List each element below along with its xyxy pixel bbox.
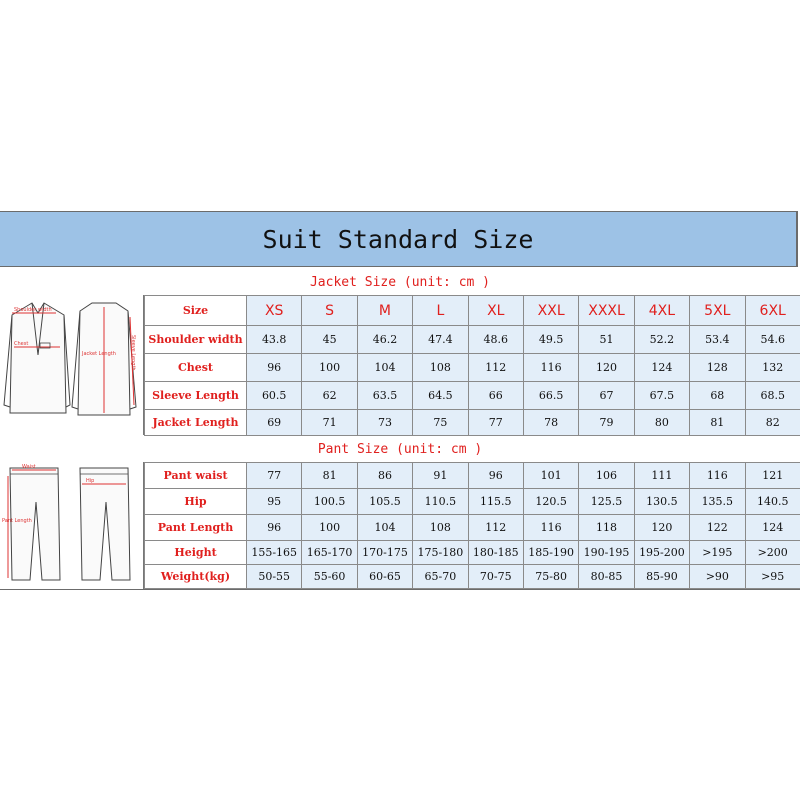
table-cell: 100	[302, 515, 357, 541]
chest-illus-label: Chest	[14, 341, 29, 347]
table-cell: 86	[357, 463, 412, 489]
table-cell: 60-65	[357, 565, 412, 589]
page-title: Suit Standard Size	[262, 224, 534, 254]
table-cell: 80-85	[579, 565, 634, 589]
table-cell: 195-200	[634, 541, 689, 565]
table-cell: 77	[468, 410, 523, 436]
size-label-cell: Size	[145, 296, 247, 326]
table-cell: 45	[302, 326, 357, 354]
table-cell: 49.5	[523, 326, 578, 354]
row-label: Sleeve Length	[145, 382, 247, 410]
table-cell: 54.6	[745, 326, 800, 354]
waist-illus-label: Waist	[22, 464, 36, 470]
table-cell: 124	[745, 515, 800, 541]
table-cell: 106	[579, 463, 634, 489]
size-4xl: 4XL	[634, 296, 689, 326]
bottom-divider	[0, 589, 800, 590]
table-cell: 165-170	[302, 541, 357, 565]
table-row	[145, 410, 800, 436]
row-label: Pant Length	[145, 515, 247, 541]
table-cell: 80	[634, 410, 689, 436]
pant-section-heading	[0, 437, 800, 462]
table-cell: 190-195	[579, 541, 634, 565]
table-cell: 96	[468, 463, 523, 489]
table-cell: 116	[523, 515, 578, 541]
table-cell: 130.5	[634, 489, 689, 515]
table-cell: 155-165	[247, 541, 302, 565]
table-cell: 81	[302, 463, 357, 489]
row-label: Chest	[145, 354, 247, 382]
table-cell: >95	[745, 565, 800, 589]
table-cell: 68	[690, 382, 745, 410]
size-m: M	[357, 296, 412, 326]
table-cell: 43.8	[247, 326, 302, 354]
sleeve-illus-label: Sleeve Length	[130, 335, 136, 371]
table-cell: 60.5	[247, 382, 302, 410]
row-label: Jacket Length	[145, 410, 247, 436]
size-xl: XL	[468, 296, 523, 326]
table-cell: 75	[413, 410, 468, 436]
table-cell: 75-80	[523, 565, 578, 589]
table-cell: 63.5	[357, 382, 412, 410]
table-cell: 55-60	[302, 565, 357, 589]
table-cell: 124	[634, 354, 689, 382]
title-bar	[0, 211, 798, 267]
jacket-heading-text: Jacket Size (unit: cm )	[309, 275, 490, 290]
table-cell: 120.5	[523, 489, 578, 515]
table-cell: 120	[579, 354, 634, 382]
table-cell: 51	[579, 326, 634, 354]
table-cell: 77	[247, 463, 302, 489]
table-cell: 96	[247, 354, 302, 382]
table-cell: 120	[634, 515, 689, 541]
jacket-illustration	[0, 295, 144, 435]
table-cell: 100.5	[302, 489, 357, 515]
table-cell: 67	[579, 382, 634, 410]
table-cell: 71	[302, 410, 357, 436]
table-cell: 108	[413, 515, 468, 541]
table-cell: 128	[690, 354, 745, 382]
jacket-size-table	[144, 295, 800, 436]
pant-drawing-icon	[0, 462, 144, 589]
size-xs: XS	[247, 296, 302, 326]
table-cell: 104	[357, 354, 412, 382]
table-cell: 64.5	[413, 382, 468, 410]
table-cell: 96	[247, 515, 302, 541]
pant-illustration	[0, 462, 144, 589]
table-row	[145, 541, 800, 565]
table-cell: 82	[745, 410, 800, 436]
size-5xl: 5XL	[690, 296, 745, 326]
table-cell: 122	[690, 515, 745, 541]
table-cell: 175-180	[413, 541, 468, 565]
table-cell: 180-185	[468, 541, 523, 565]
table-cell: 53.4	[690, 326, 745, 354]
size-6xl: 6XL	[745, 296, 800, 326]
table-cell: 115.5	[468, 489, 523, 515]
pant-heading-text: Pant Size (unit: cm )	[317, 442, 483, 457]
size-l: L	[413, 296, 468, 326]
row-label: Weight(kg)	[145, 565, 247, 589]
table-cell: 121	[745, 463, 800, 489]
table-cell: 68.5	[745, 382, 800, 410]
table-cell: 91	[413, 463, 468, 489]
table-cell: 108	[413, 354, 468, 382]
shoulder-illus-label: Shoulder width	[14, 307, 52, 313]
table-cell: 112	[468, 515, 523, 541]
table-cell: 105.5	[357, 489, 412, 515]
table-cell: 125.5	[579, 489, 634, 515]
table-row	[145, 515, 800, 541]
table-cell: 78	[523, 410, 578, 436]
table-row	[145, 382, 800, 410]
table-cell: 66.5	[523, 382, 578, 410]
table-cell: 79	[579, 410, 634, 436]
table-cell: >200	[745, 541, 800, 565]
table-cell: 95	[247, 489, 302, 515]
size-xxl: XXL	[523, 296, 578, 326]
table-cell: 110.5	[413, 489, 468, 515]
pant-size-table	[144, 462, 800, 589]
table-cell: 48.6	[468, 326, 523, 354]
table-cell: >90	[690, 565, 745, 589]
table-cell: 81	[690, 410, 745, 436]
table-cell: 185-190	[523, 541, 578, 565]
pant-length-illus-label: Pant Length	[2, 518, 32, 524]
table-cell: 101	[523, 463, 578, 489]
row-label: Shoulder width	[145, 326, 247, 354]
table-cell: 69	[247, 410, 302, 436]
row-label: Pant waist	[145, 463, 247, 489]
table-cell: 170-175	[357, 541, 412, 565]
jacket-length-illus-label: Jacket Length	[82, 351, 116, 357]
table-cell: 47.4	[413, 326, 468, 354]
table-cell: 73	[357, 410, 412, 436]
jacket-drawing-icon	[0, 295, 144, 435]
table-cell: 46.2	[357, 326, 412, 354]
hip-illus-label: Hip	[86, 478, 95, 484]
table-cell: 66	[468, 382, 523, 410]
table-row	[145, 489, 800, 515]
table-row	[145, 354, 800, 382]
table-cell: 67.5	[634, 382, 689, 410]
table-cell: 135.5	[690, 489, 745, 515]
table-cell: 132	[745, 354, 800, 382]
table-cell: 70-75	[468, 565, 523, 589]
size-xxxl: XXXL	[579, 296, 634, 326]
table-cell: 116	[523, 354, 578, 382]
table-cell: 50-55	[247, 565, 302, 589]
table-cell: 112	[468, 354, 523, 382]
row-label: Height	[145, 541, 247, 565]
table-cell: 62	[302, 382, 357, 410]
table-cell: 118	[579, 515, 634, 541]
table-row	[145, 565, 800, 589]
table-cell: 85-90	[634, 565, 689, 589]
table-row	[145, 326, 800, 354]
jacket-size-header-row	[145, 296, 800, 326]
row-label: Hip	[145, 489, 247, 515]
table-cell: 104	[357, 515, 412, 541]
table-cell: 111	[634, 463, 689, 489]
table-cell: 52.2	[634, 326, 689, 354]
table-cell: 65-70	[413, 565, 468, 589]
jacket-section-heading	[0, 270, 800, 295]
table-cell: 100	[302, 354, 357, 382]
table-cell: >195	[690, 541, 745, 565]
size-s: S	[302, 296, 357, 326]
table-cell: 140.5	[745, 489, 800, 515]
table-row	[145, 463, 800, 489]
table-cell: 116	[690, 463, 745, 489]
